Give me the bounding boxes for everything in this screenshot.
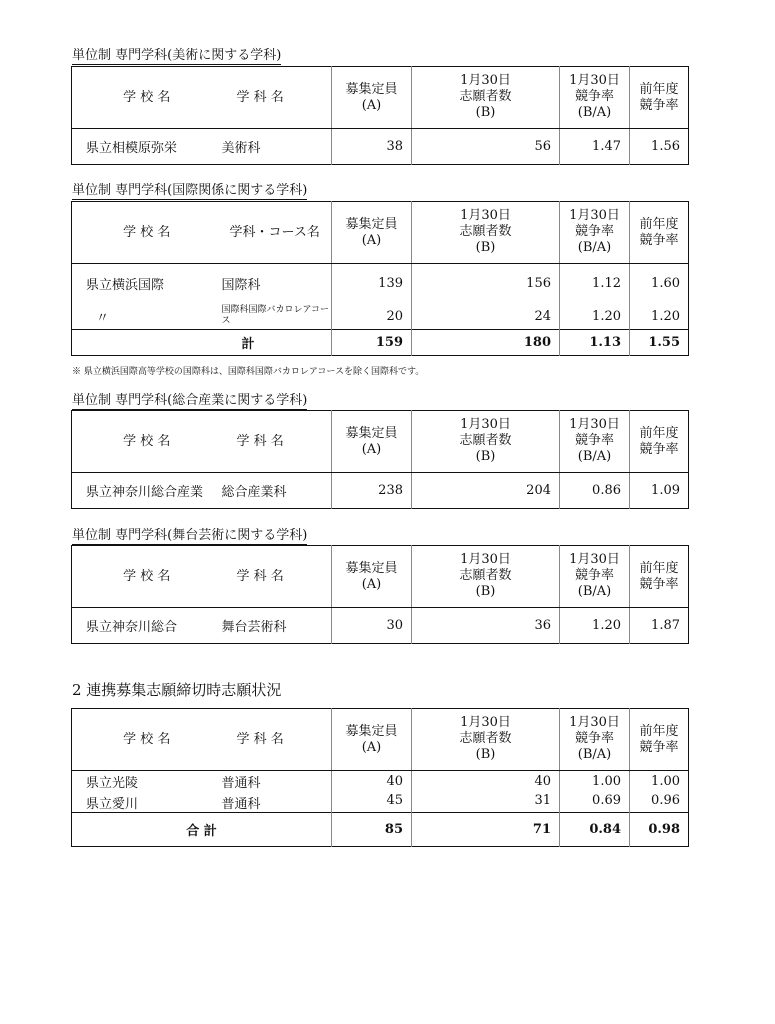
cell-dept: 普通科 xyxy=(221,796,261,812)
cell-dept: 舞台芸術科 xyxy=(222,608,332,644)
total-row xyxy=(72,813,689,847)
header-school: 学 校 名 xyxy=(72,709,222,771)
cell-ratio: 0.69 xyxy=(560,793,630,813)
cell-prev: 1.55 xyxy=(630,330,689,356)
header-prev: 前年度 競争率 xyxy=(630,411,689,473)
cell-capacity: 38 xyxy=(332,129,412,165)
table-row xyxy=(72,771,689,793)
header-prev: 前年度 競争率 xyxy=(630,67,689,129)
table-row xyxy=(72,793,689,813)
cell-blank xyxy=(72,330,222,356)
cell-prev: 1.60 xyxy=(630,264,689,304)
header-prev: 前年度 競争率 xyxy=(630,202,689,264)
cell-ratio: 0.86 xyxy=(560,473,630,509)
cell-capacity: 159 xyxy=(332,330,412,356)
section-title-joint: 2 連携募集志願締切時志願状況 xyxy=(72,681,282,699)
cell-capacity: 45 xyxy=(332,793,412,813)
cell-prev: 0.98 xyxy=(630,813,689,847)
header-dept-course: 学科・コース名 xyxy=(222,202,332,264)
cell-dept: 美術科 xyxy=(222,129,332,165)
table-row xyxy=(72,264,689,304)
table-row xyxy=(72,473,689,509)
cell-ratio: 1.13 xyxy=(560,330,630,356)
header-applicants: 1月30日 志願者数 (B) xyxy=(412,202,560,264)
cell-capacity: 20 xyxy=(332,304,412,330)
cell-capacity: 238 xyxy=(332,473,412,509)
total-label: 合 計 xyxy=(72,813,332,847)
table-performing-arts xyxy=(71,545,689,644)
cell-school: 県立愛川 xyxy=(86,796,139,812)
cell-prev: 1.20 xyxy=(630,304,689,330)
header-prev: 前年度 競争率 xyxy=(630,709,689,771)
header-prev: 前年度 競争率 xyxy=(630,546,689,608)
header-dept: 学 科 名 xyxy=(222,411,332,473)
cell-ratio: 0.84 xyxy=(560,813,630,847)
header-school: 学 校 名 xyxy=(72,546,222,608)
cell-school: 県立神奈川総合 xyxy=(72,608,222,644)
header-applicants: 1月30日 志願者数 (B) xyxy=(412,709,560,771)
total-label: 計 xyxy=(222,330,332,356)
header-applicants: 1月30日 志願者数 (B) xyxy=(412,411,560,473)
cell-school: 〃 xyxy=(96,310,110,326)
cell-school: 県立神奈川総合産業 xyxy=(72,473,222,509)
header-ratio: 1月30日 競争率 (B/A) xyxy=(560,67,630,129)
cell-capacity: 139 xyxy=(332,264,412,304)
cell-applicants: 36 xyxy=(412,608,560,644)
header-capacity: 募集定員 (A) xyxy=(332,411,412,473)
cell-ratio: 1.12 xyxy=(560,264,630,304)
header-ratio: 1月30日 競争率 (B/A) xyxy=(560,411,630,473)
table-row xyxy=(72,129,689,165)
header-capacity: 募集定員 (A) xyxy=(332,709,412,771)
header-school: 学 校 名 xyxy=(72,411,222,473)
cell-applicants: 180 xyxy=(412,330,560,356)
cell-applicants: 24 xyxy=(412,304,560,330)
cell-school: 県立光陵 xyxy=(72,771,222,793)
table-row xyxy=(72,608,689,644)
cell-ratio: 1.20 xyxy=(560,608,630,644)
cell-applicants: 40 xyxy=(412,771,560,793)
header-ratio: 1月30日 競争率 (B/A) xyxy=(560,709,630,771)
cell-prev: 1.09 xyxy=(630,473,689,509)
table-row xyxy=(72,304,689,330)
cell-prev: 1.56 xyxy=(630,129,689,165)
cell-dept: 国際科 xyxy=(222,264,332,304)
cell-applicants: 71 xyxy=(412,813,560,847)
section-title-international: 単位制 専門学科(国際関係に関する学科) xyxy=(72,183,308,198)
header-applicants: 1月30日 志願者数 (B) xyxy=(412,67,560,129)
header-school: 学 校 名 xyxy=(72,202,222,264)
section-title-performing-arts: 単位制 専門学科(舞台芸術に関する学科) xyxy=(72,528,308,543)
table-art xyxy=(71,66,689,165)
header-dept: 学 科 名 xyxy=(222,67,332,129)
header-dept: 学 科 名 xyxy=(222,546,332,608)
cell-applicants: 31 xyxy=(412,793,560,813)
header-dept: 学 科 名 xyxy=(222,709,332,771)
cell-prev: 1.87 xyxy=(630,608,689,644)
cell-prev: 1.00 xyxy=(630,771,689,793)
cell-dept: 普通科 xyxy=(222,771,332,793)
cell-capacity: 85 xyxy=(332,813,412,847)
section-title-art: 単位制 専門学科(美術に関する学科) xyxy=(72,48,282,63)
header-applicants: 1月30日 志願者数 (B) xyxy=(412,546,560,608)
cell-ratio: 1.47 xyxy=(560,129,630,165)
total-row xyxy=(72,330,689,356)
table-joint xyxy=(71,708,689,847)
cell-capacity: 30 xyxy=(332,608,412,644)
cell-ratio: 1.20 xyxy=(560,304,630,330)
cell-capacity: 40 xyxy=(332,771,412,793)
cell-dept: 国際科国際バカロレアコース xyxy=(221,305,330,327)
cell-applicants: 204 xyxy=(412,473,560,509)
cell-applicants: 156 xyxy=(412,264,560,304)
footnote: ※ 県立横浜国際高等学校の国際科は、国際科国際バカロレアコースを除く国際科です。 xyxy=(72,367,425,377)
table-industry xyxy=(71,410,689,509)
cell-ratio: 1.00 xyxy=(560,771,630,793)
header-capacity: 募集定員 (A) xyxy=(332,546,412,608)
header-school: 学 校 名 xyxy=(72,67,222,129)
header-ratio: 1月30日 競争率 (B/A) xyxy=(560,202,630,264)
header-capacity: 募集定員 (A) xyxy=(332,202,412,264)
table-international xyxy=(71,201,689,356)
header-capacity: 募集定員 (A) xyxy=(332,67,412,129)
section-title-industry: 単位制 専門学科(総合産業に関する学科) xyxy=(72,393,308,408)
cell-applicants: 56 xyxy=(412,129,560,165)
cell-dept: 総合産業科 xyxy=(222,473,332,509)
header-ratio: 1月30日 競争率 (B/A) xyxy=(560,546,630,608)
cell-school: 県立横浜国際 xyxy=(72,264,222,304)
cell-prev: 0.96 xyxy=(630,793,689,813)
cell-school: 県立相模原弥栄 xyxy=(72,129,222,165)
